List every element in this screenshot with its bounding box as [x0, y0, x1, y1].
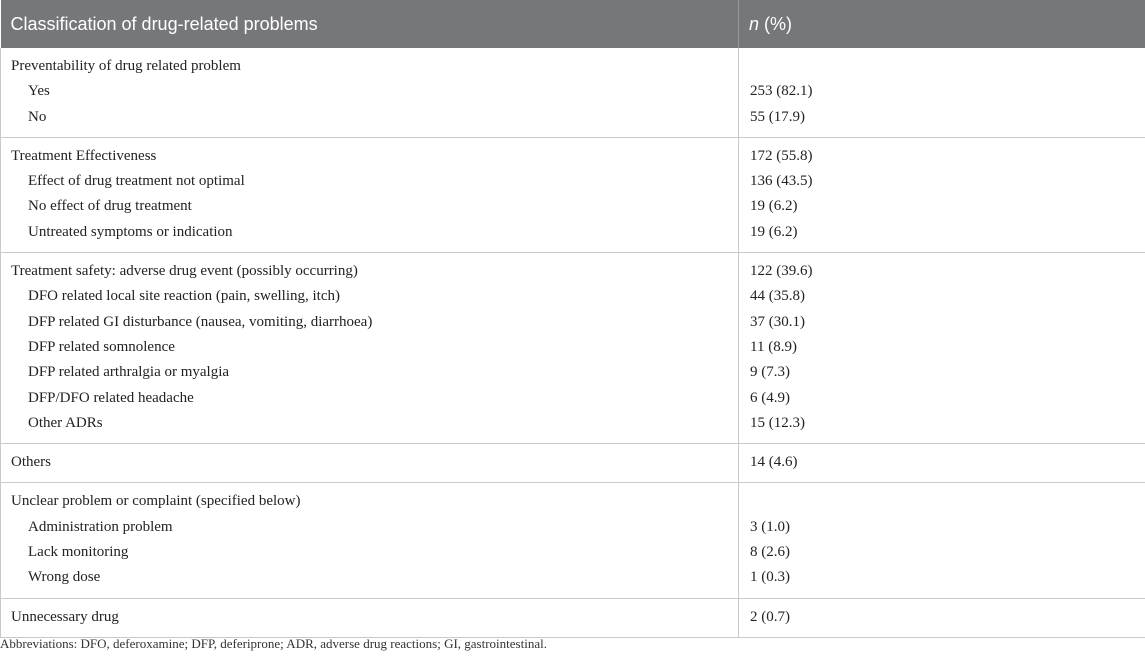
- count-value: 19 (6.2): [750, 198, 798, 215]
- table-group-row: [1, 444, 1145, 483]
- count-cell-content: [739, 138, 1145, 252]
- table-header: [1, 0, 1145, 48]
- count-value: 37 (30.1): [750, 313, 805, 330]
- subcategory-label: Other ADRs: [28, 414, 103, 431]
- count-cell-content: [739, 444, 1145, 482]
- classification-cell: [1, 483, 739, 598]
- subcategory-label: Administration problem: [28, 518, 173, 535]
- classification-cell-content: [1, 599, 738, 637]
- table-group-row: [1, 483, 1145, 598]
- count-cell: [739, 598, 1145, 637]
- category-label: Unnecessary drug: [11, 608, 119, 625]
- subcategory-label: DFP related arthralgia or myalgia: [28, 364, 230, 381]
- subcategory-label: Wrong dose: [28, 569, 101, 586]
- classification-cell: [1, 137, 739, 252]
- count-value: 3 (1.0): [750, 518, 790, 535]
- category-label: Preventability of drug related problem: [11, 58, 241, 74]
- count-cell: [739, 483, 1145, 598]
- classification-cell-content: [1, 48, 738, 137]
- count-cell: [739, 48, 1145, 137]
- count-value: 2 (0.7): [750, 608, 790, 625]
- count-value: 14 (4.6): [750, 454, 798, 471]
- count-cell-content: [739, 483, 1145, 597]
- count-value: 15 (12.3): [750, 414, 805, 431]
- classification-cell: [1, 444, 739, 483]
- classification-cell-content: [1, 483, 738, 597]
- count-cell: [739, 137, 1145, 252]
- count-value: 11 (8.9): [750, 338, 797, 355]
- count-value: 6 (4.9): [750, 389, 790, 406]
- count-cell-content: [739, 599, 1145, 637]
- subcategory-label: Yes: [28, 83, 50, 100]
- table-footnote: Abbreviations: DFO, deferoxamine; DFP, deferiprone; ADR, adverse drug reactions; GI, gastrointestinal.: [0, 636, 547, 651]
- table-group-row: [1, 598, 1145, 637]
- header-n: n: [749, 13, 760, 34]
- count-cell: [739, 253, 1145, 444]
- count-value: 8 (2.6): [750, 544, 790, 561]
- classification-cell: [1, 253, 739, 444]
- subcategory-label: Lack monitoring: [28, 544, 129, 561]
- header-n-percent: [739, 0, 1145, 48]
- category-label: Treatment safety: adverse drug event (possibly occurring): [11, 263, 358, 280]
- count-cell-content: [739, 48, 1145, 137]
- classification-cell: [1, 598, 739, 637]
- count-value: 1 (0.3): [750, 569, 790, 586]
- subcategory-label: Effect of drug treatment not optimal: [28, 173, 245, 190]
- header-row: [1, 0, 1145, 48]
- table-group-row: [1, 48, 1145, 137]
- classification-cell-content: [1, 138, 738, 252]
- count-value: 55 (17.9): [750, 108, 805, 125]
- classification-cell-content: [1, 444, 738, 482]
- count-value: [739, 489, 1145, 514]
- category-label: Unclear problem or complaint (specified below): [11, 493, 301, 510]
- header-classification: Classification of drug-related problems: [1, 0, 739, 48]
- category-label: Treatment Effectiveness: [11, 147, 157, 164]
- subcategory-label: DFO related local site reaction (pain, swelling, itch): [28, 288, 340, 305]
- count-value: 136 (43.5): [750, 173, 813, 190]
- table-body: [1, 48, 1145, 637]
- count-value: [739, 54, 1145, 79]
- count-cell-content: [739, 253, 1145, 443]
- classification-cell: [1, 48, 739, 137]
- table-group-row: [1, 253, 1145, 444]
- header-percent: (%): [759, 13, 793, 34]
- subcategory-label: DFP related GI disturbance (nausea, vomiting, diarrhoea): [28, 313, 373, 330]
- category-label: Others: [11, 454, 51, 471]
- count-value: 253 (82.1): [750, 83, 813, 100]
- count-cell: [739, 444, 1145, 483]
- subcategory-label: DFP/DFO related headache: [28, 389, 194, 406]
- subcategory-label: DFP related somnolence: [28, 338, 175, 355]
- count-value: 172 (55.8): [750, 147, 813, 164]
- classification-cell-content: [1, 253, 738, 443]
- count-value: 19 (6.2): [750, 223, 798, 240]
- count-value: 122 (39.6): [750, 263, 813, 280]
- count-value: 9 (7.3): [750, 364, 790, 381]
- subcategory-label: Untreated symptoms or indication: [28, 223, 233, 240]
- subcategory-label: No effect of drug treatment: [28, 198, 192, 215]
- table-group-row: [1, 137, 1145, 252]
- subcategory-label: No: [28, 108, 47, 125]
- count-value: 44 (35.8): [750, 288, 805, 305]
